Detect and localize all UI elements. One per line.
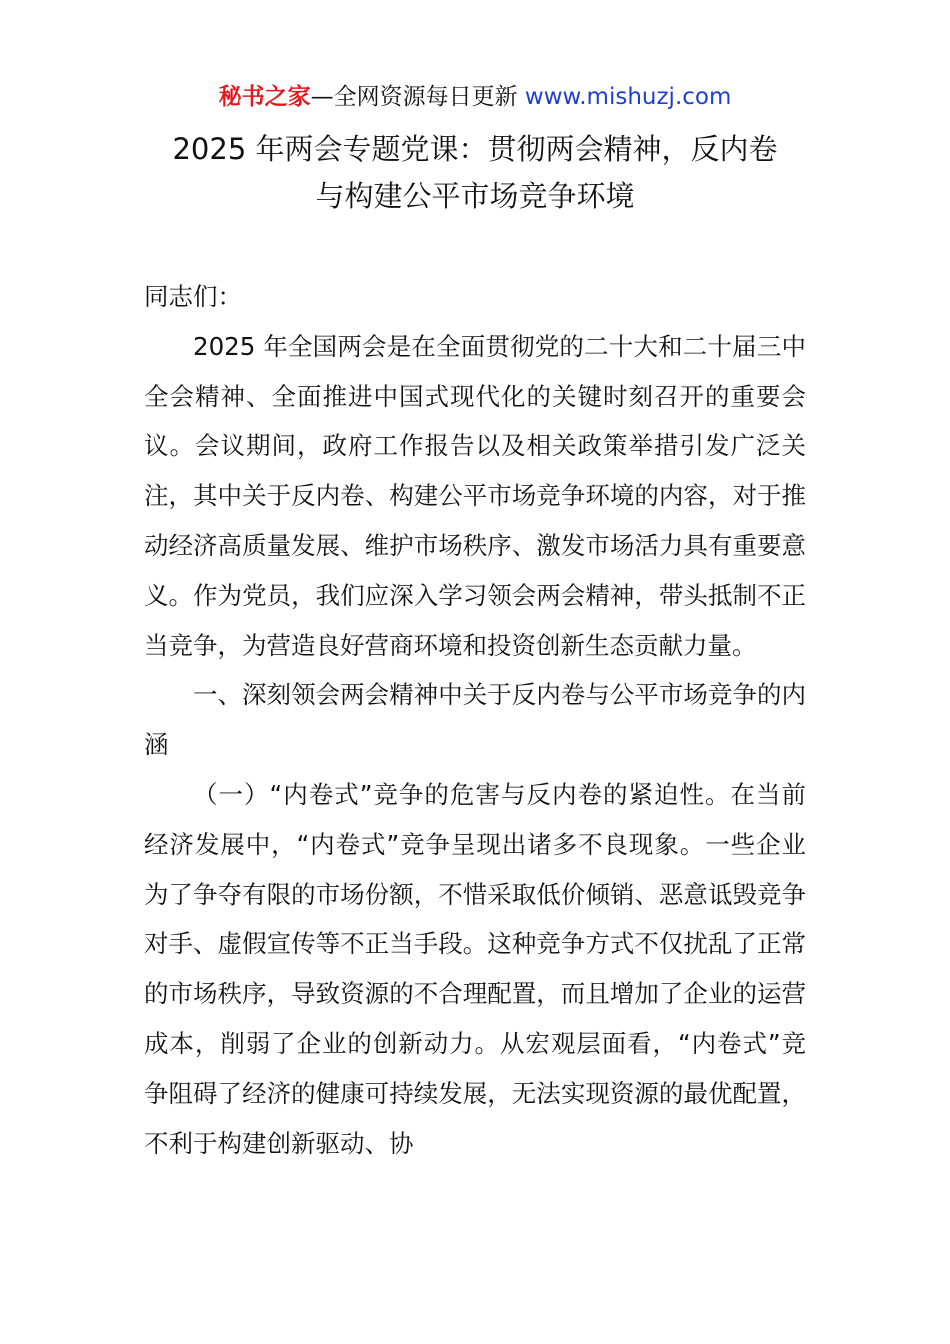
document-body [144, 272, 806, 1168]
site-header [0, 80, 950, 114]
section-heading-1: 一、深刻领会两会精神中关于反内卷与公平市场竞争的内涵 [144, 680, 806, 760]
subsection-paragraph-1: （一）“内卷式”竞争的危害与反内卷的紧迫性。在当前经济发展中，“内卷式”竞争呈现出诸多不良现象。一些企业为了争夺有限的市场份额，不惜采取低价倾销、恶意诋毁竞争对手、虚假宣传等不正当手段。这种竞争方式不仅扰乱了正常的市场秩序，导致资源的不合理配置，而且增加了企业的运营成本，削弱了企业的创新动力。从宏观层面看，“内卷式”竞争阻碍了经济的健康可持续发展，无法实现资源的最优配置，不利于构建创新驱动、协 [144, 779, 806, 1158]
site-url-link[interactable]: www.mishuzj.com [524, 84, 732, 110]
site-tagline: —全网资源每日更新 [310, 84, 518, 110]
document-title [120, 126, 830, 220]
site-brand-name: 秘书之家 [218, 84, 311, 110]
salutation: 同志们： [144, 282, 242, 311]
intro-paragraph: 2025 年全国两会是在全面贯彻党的二十大和二十届三中全会精神、全面推进中国式现代化的关键时刻召开的重要会议。会议期间，政府工作报告以及相关政策举措引发广泛关注，其中关于反内卷、构建公平市场竞争环境的内容，对于推动经济高质量发展、维护市场秩序、激发市场活力具有重要意义。作为党员，我们应深入学习领会两会精神，带头抵制不正当竞争，为营造良好营商环境和投资创新生态贡献力量。 [144, 331, 806, 660]
document-title-line-1: 2025 年两会专题党课：贯彻两会精神，反内卷 [172, 132, 778, 166]
document-title-line-2: 与构建公平市场竞争环境 [315, 179, 635, 213]
